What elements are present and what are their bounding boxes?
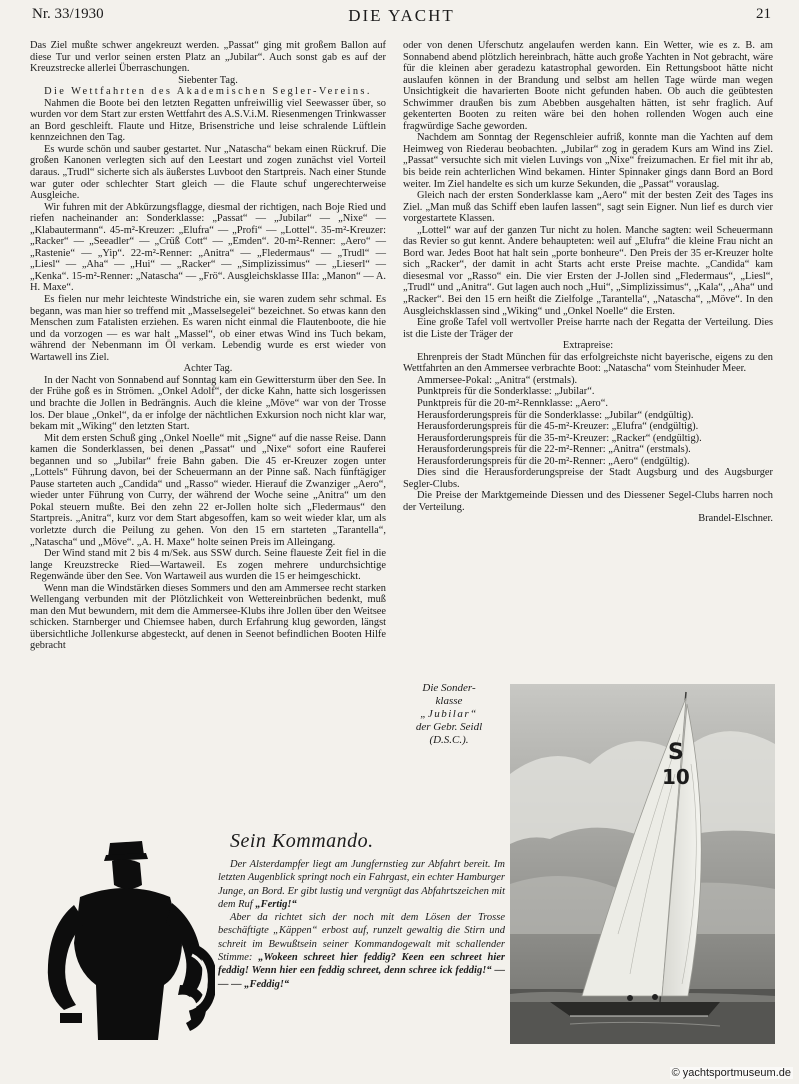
sailboat-photo xyxy=(510,684,775,1044)
caption-line: „Jubilar“ xyxy=(420,708,478,720)
paragraph: Die Preise der Marktgemeinde Diessen und des Diessener Segel-Clubs harren noch der Verteilung. xyxy=(403,490,773,513)
paragraph: Ehrenpreis der Stadt München für das erfolgreichste nicht bayerische, eigens zu den Wettfahrten an den Ammersee verbrachte Boot: „Natascha“ vom Steinhuder Meer. xyxy=(403,351,773,375)
paragraph: Wir fuhren mit der Abkürzungsflagge, diesmal der richtigen, nach Boje Ried und riefen nacheinander an: Sonderklasse: „Passat“ — „Jubilar“ — „Nixe“ — „Klabautermann“. 45-m²-Kreuzer: „Elufra“ — „Profi“ — „Lottel“. 35-m²-Kreuzer: „Racker“ — „Seeadler“ — „Crüß Cott“ — „Emden“. 20-m²-Renner: „Aero“ — „Rastenie“ — „Yip“. 22-m²-Renner: „Anitra“ — „Fledermaus“ — „Trudl“ — „Liesl“ — „Aha“ — „Hui“ — „Racker“ — „Simplizissimus“ — „Lieserl“ — „Kenka“. 15-m²-Renner: „Natascha“ — „Frö“. Ausgleichsklasse IIIa: „Manon“ — A. H. Maxe“. xyxy=(30,201,386,294)
story-paragraph xyxy=(218,858,505,911)
paragraph: Herausforderungspreis für die 22-m²-Renner: „Anitra“ (erstmals). xyxy=(417,444,691,456)
paragraph: „Lottel“ war auf der ganzen Tur nicht zu holen. Manche sagten: weil Scheuermann das Revier so gut kennt. Andere behaupteten: weil auf „Elufra“ die kleine Frau nicht an Bord war. Jedes Boot hat halt sein „porte bonheure“. Den Preis der 35 er-Kreuzer holte sich „Racker“, der damit in acht Starts acht erste Preise machte. „Candida“ kam diesesmal vor „Rasso“ ein. Die vier Ersten der J-Jollen sind „Fledermaus“, „Liesl“, „Trudl“ und „Anitra“. Gut lagen auch noch „Hui“, „Simplizissimus“, „Kala“, „Aha“ und „Racker“. Bei den 15 ern heißt die Zielfolge „Tarantella“, „Natascha“, „Möve“. In den Ausgleichsklassen sind „Wiking“ und „Onkel Noelle“ die Ersten. xyxy=(403,224,773,317)
page-number: 21 xyxy=(756,6,771,22)
photo-caption xyxy=(408,682,490,747)
paragraph: Das Ziel mußte schwer angekreuzt werden. „Passat“ ging mit großem Ballon auf diese Tur und verlor seinen ersten Platz an „Jubilar“. Auch sonst gab es auf der Kreuzstrecke allerlei Überraschungen. xyxy=(30,40,386,75)
paragraph: Eine große Tafel voll wertvoller Preise harrte nach der Regatta der Verteilung. Dies ist die Liste der Träger der xyxy=(403,317,773,340)
section-heading: Die Wettfahrten des Akademischen Segler-Vereins. xyxy=(44,86,372,98)
section-heading: Achter Tag. xyxy=(183,363,233,375)
paragraph: Punktpreis für die Sonderklasse: „Jubilar“. xyxy=(417,386,595,398)
paragraph: oder von denen Uferschutz angelaufen werden kann. Ein Wetter, wie es z. B. am Sonnabend abend plötzlich hereinbrach, hätte auch große Yachten in Not gebracht, wäre für die kleinen aber geradezu katastrophal geworden. Ein Rettungsboot hätte nicht auslaufen können in der Brandung und selbst am hellen Tage würde man wegen Unsichtigkeit die havarierten Boote nicht gefunden haben. Ob auch die geübtesten Schwimmer draußen bis zum Abebben ausgehalten hätten, ist sehr fraglich. Auf gekenterten Booten zu reiten wäre bei den hohen rollenden Wogen auch eine fragwürdige Sache geworden. xyxy=(403,40,773,132)
paragraph: Es fielen nur mehr leichteste Windstriche ein, sie waren zudem sehr schmal. Es begann, was man hier so treffend mit „Masselsegelei“ bezeichnet. So etwas kann den Menschen zum Fatalisten erziehen. Es waren nicht einmal die Flautenboote, die hie und da vorzogen — es war halt „Massel“, ob einer etwas Wind ins Tuch bekam, während der Nebenmann im Öl verkam. Lebendig wurde es erst wieder von Wartawell ins Ziel. xyxy=(30,294,386,363)
caption-line: klasse xyxy=(435,695,463,707)
paragraph: Herausforderungspreis für die Sonderklasse: „Jubilar“ (endgültig). xyxy=(417,409,694,421)
paragraph: Wenn man die Windstärken dieses Sommers und den am Ammersee recht starken Wellengang verbunden mit der Plötzlichkeit von Wettereinbrüchen bedenkt, muß man den Mut bewundern, mit dem die Ammersee-Klubs ihre Jollen über den Weitsee schicken. Starnberger und Chiemsee haben, durch Erfahrung klug geworden, längst übersichtliche Jollenkurse abgesteckt, auf denen in Seenot befindlichen Booten Hilfe gebracht xyxy=(30,582,386,652)
issue-number: Nr. 33/1930 xyxy=(32,6,104,22)
left-column xyxy=(30,40,386,652)
story-text-span: Aber da richtet sich der noch mit dem Lösen der Trosse beschäftigte „Käppen“ erbost auf, runzelt gewaltig die Stirn und schreit im Bewußtsein seiner Kommandogewalt mit schallender Stimme: xyxy=(218,912,505,964)
caption-line: der Gebr. Seidl xyxy=(415,721,483,733)
watermark: © yachtsportmuseum.de xyxy=(671,1067,791,1079)
author-signature: Brandel-Elschner. xyxy=(698,513,773,525)
sail-number-bottom: 10 xyxy=(662,765,690,789)
paragraph: Nachdem am Sonntag der Regenschleier aufriß, konnte man die Yachten auf dem Heimweg von Riederau beobachten. „Jubilar“ zog in geradem Kurs am Wind ins Ziel. „Passat“ versuchte sich mit vielen Luvings von „Nixe“ freizumachen. Er fiel mit ihr ab, bis beide rein achterlichen Wind bekamen. Hinter Spinnaker gings dann Bord an Bord weiter. Im Ziel handelte es sich um kurze Sekunden, die „Passat“ vorauslag. xyxy=(403,132,773,190)
story-bold-span: „Wokeen schreet hier feddig? Keen een schreet hier feddig! Wenn hier een feddig schreet, denn schree ick feddig!“ — — — „Feddig!“ xyxy=(218,952,505,990)
story-title: Sein Kommando. xyxy=(230,830,374,852)
story-paragraph xyxy=(218,911,505,991)
paragraph: Punktpreis für die 20-m²-Rennklasse: „Aero“. xyxy=(417,397,608,409)
paragraph: Der Wind stand mit 2 bis 4 m/Sek. aus SSW durch. Seine flaueste Zeit fiel in die lange Kreuzstrecke Ried—Wartaweil. Es zogen mehrere undurchsichtige Regenwände über den See. Von Wartaweil aus wurden die 15 er heimgeschickt. xyxy=(30,548,386,583)
sailboat-illustration xyxy=(510,684,775,1044)
paragraph: Mit dem ersten Schuß ging „Onkel Noelle“ mit „Signe“ auf die nasse Reise. Dann kamen die Sonderklassen, bei denen „Passat“ und „Nixe“ sofort eine Rauferei begannen und so „Jubilar“ freie Bahn gaben. Die 45 er-Kreuzer zogen unter „Lottels“ Führung davon, bei der Scheuermann an der Pinne saß. Nach fünftägiger Pause starteten auch „Candida“ und „Rasso“ wieder. Hierauf die Zwanziger „Aero“, wieder unter Führung von Curry, der während der Woche seine „Anitra“ um den Pokal steuern mußte. Bei den zehn 22 er-Jollen holte sich „Fledermaus“ den Startpreis. „Anitra“, kurz vor dem Start abgesoffen, kam so weit wieder klar, um als vorletzte durch die Peilung zu gehen. Von den 15 ern starteten „Tarantella“, „Natascha“ und „Möve“. „A. H. Maxe“ holte seinen Preis im Alleingang. xyxy=(30,432,386,548)
paragraph: Herausforderungspreis für die 20-m²-Renner: „Aero“ (endgültig). xyxy=(417,455,690,467)
section-heading: Siebenter Tag. xyxy=(178,74,238,86)
caption-line: Die Sonder- xyxy=(422,682,476,694)
paragraph: Nahmen die Boote bei den letzten Regatten unfreiwillig viel Seewasser über, so wurden vor dem Start zur ersten Wettfahrt des A.S.V.i.M. Riesenmengen Trinkwasser an Bord geschleift. Flaute und Hitze, Brisenstriche und leise schralende Lüftlein kennzeichnen den Tag. xyxy=(30,97,386,144)
paragraph: Dies sind die Herausforderungspreise der Stadt Augsburg und des Augsburger Segler-Clubs. xyxy=(403,467,773,490)
caption-line: (D.S.C.). xyxy=(429,734,469,746)
paragraph: Gleich nach der ersten Sonderklasse kam „Aero“ mit der besten Zeit des Tages ins Ziel. „Man muß das Schiff eben laufen lassen“, sagt sein Eigner. Nun lief es durch vier vorgestartete Klassen. xyxy=(403,190,773,225)
right-column xyxy=(403,40,773,525)
sailor-silhouette xyxy=(40,835,215,1040)
page-header xyxy=(32,6,771,28)
paragraph: Ammersee-Pokal: „Anitra“ (erstmals). xyxy=(417,374,578,386)
story-text xyxy=(218,858,505,991)
paragraph: In der Nacht von Sonnabend auf Sonntag kam ein Gewittersturm über den See. In der Frühe goß es in Strömen. „Onkel Adolf“, der dicke Kahn, hatte sich losgerissen und brachte die Jollen in Bedrängnis. Auch die kleine „Möve“ war von der Trosse los. Der blaue „Onkel“, da er infolge der nächtlichen Exkursion noch nicht klar war, bekam mit „Wiking“ den letzten Start. xyxy=(30,374,386,433)
sail-number-top: S xyxy=(668,740,684,765)
story-text-span: Der Alsterdampfer liegt am Jungfernstieg zur Abfahrt bereit. Im letzten Augenblick springt noch ein Fahrgast, ein echter Hamburger Junge, an Bord. Er gibt lustig und vergnügt das Abfahrtszeichen mit dem Ruf xyxy=(218,859,505,910)
paragraph: Extrapreise: xyxy=(562,340,614,352)
paragraph: Es wurde schön und sauber gestartet. Nur „Natascha“ bekam einen Rückruf. Die großen Kanonen verlegten sich auf den Leestart und zogen zunächst viel Vorteil daraus. „Trudl“ sicherte sich als äußerstes Luvboot den Startpreis. Nach einer Stunde war guter oder schlechter Start gleich — die Flaute schuf ungerechterweise Ausgleiche. xyxy=(30,143,386,202)
paragraph: Herausforderungspreis für die 35-m²-Kreuzer: „Racker“ (endgültig). xyxy=(417,432,702,444)
story-bold-span: „Fertig!“ xyxy=(255,898,297,910)
sailor-silhouette-icon xyxy=(40,835,215,1040)
magazine-title: DIE YACHT xyxy=(348,6,455,25)
paragraph: Herausforderungspreis für die 45-m²-Kreuzer: „Elufra“ (endgültig). xyxy=(417,421,699,433)
